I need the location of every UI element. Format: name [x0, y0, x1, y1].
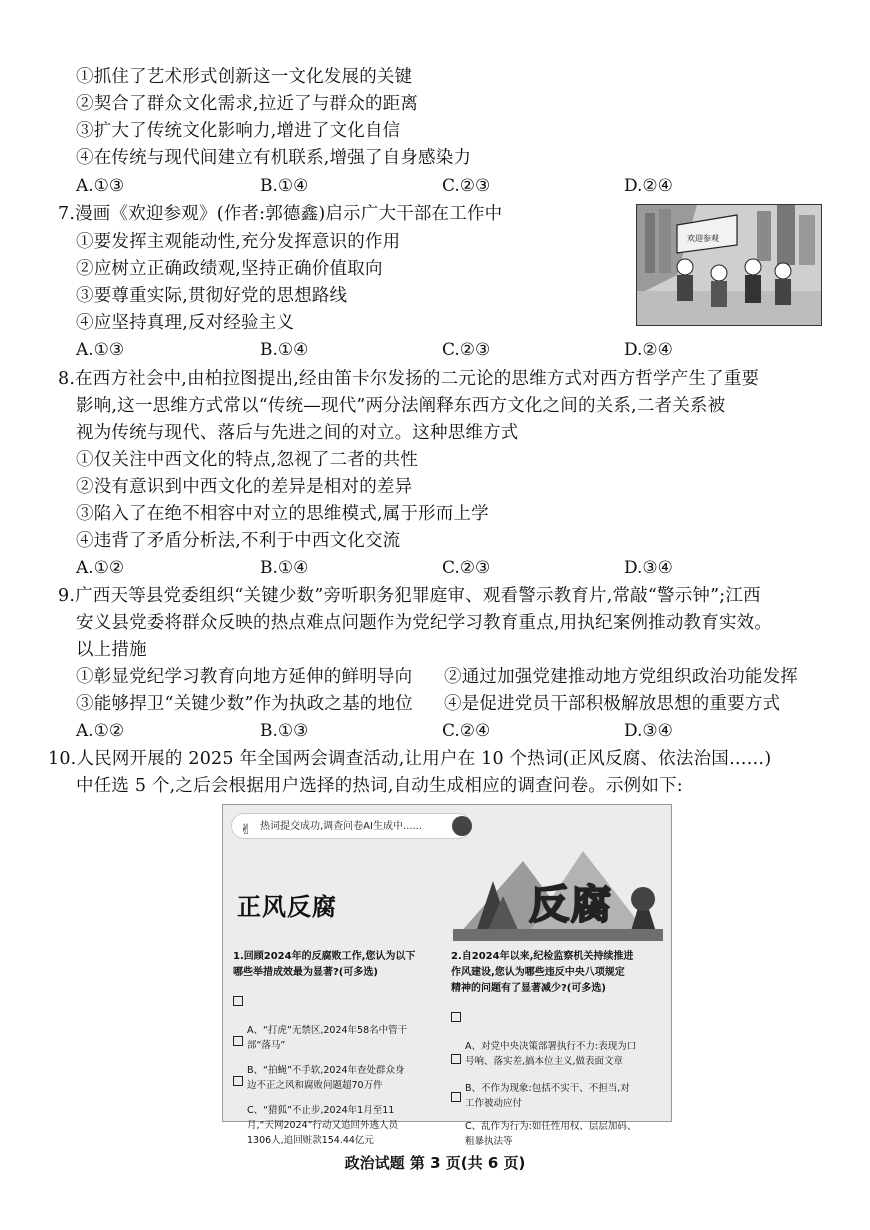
cartoon-sign-text: 欢迎参观 [687, 234, 719, 243]
q7-option-4: ④应坚持真理,反对经验主义 [76, 313, 295, 333]
checkbox-icon[interactable] [451, 1054, 461, 1064]
left-question: 1.回顾2024年的反腐败工作,您认为以下 哪些举措成效最为显著?(可多选) [233, 951, 416, 978]
survey-poster [222, 804, 672, 1147]
q6-choice-c: C.②③ [442, 176, 491, 196]
q7-choice-b: B.①④ [260, 340, 309, 360]
q8-stem-line-3: 视为传统与现代、落后与先进之间的对立。这种思维方式 [76, 423, 519, 443]
ai-notification [231, 813, 471, 839]
q8-choice-c: C.②③ [442, 558, 491, 578]
q6-option-2: ②契合了群众文化需求,拉近了与群众的距离 [76, 94, 419, 114]
right-option-b[interactable]: B、不作为现象:包括不实干、不担当,对 工作被动应付 [451, 1051, 630, 1126]
checkbox-icon[interactable] [233, 1076, 243, 1086]
q9-choice-a: A.①② [76, 721, 125, 741]
left-option-b[interactable]: B、“拍蝇”不手软,2024年查处群众身 边不正之风和腐败问题超70万件 [233, 1033, 405, 1108]
q7-option-2: ②应树立正确政绩观,坚持正确价值取向 [76, 259, 383, 279]
checkbox-icon[interactable] [451, 1092, 461, 1102]
q9-choice-c: C.②④ [442, 721, 491, 741]
poster-big-word: 反腐 [529, 882, 613, 928]
q6-option-3: ③扩大了传统文化影响力,增进了文化自信 [76, 121, 401, 141]
q8-choice-d: D.③④ [624, 558, 673, 578]
q7-choice-a: A.①③ [76, 340, 125, 360]
poster-title: 正风反腐 [237, 893, 337, 921]
q7-stem: 7.漫画《欢迎参观》(作者:郭德鑫)启示广大干部在工作中 [58, 204, 503, 224]
q6-option-4: ④在传统与现代间建立有机联系,增强了自身感染力 [76, 148, 472, 168]
q6-option-1: ①抓住了艺术形式创新这一文化发展的关键 [76, 67, 413, 87]
q9-stem-line-1: 9.广西天等县党委组织“关键少数”旁听职务犯罪庭审、观看警示教育片,常敲“警示钟”;江西 [58, 586, 761, 606]
cartoon-welcome-visit [636, 204, 822, 326]
q7-option-1: ①要发挥主观能动性,充分发挥意识的作用 [76, 232, 401, 252]
q8-option-2: ②没有意识到中西文化的差异是相对的差异 [76, 477, 413, 497]
q9-stem-line-3: 以上措施 [76, 640, 147, 660]
victory-hand-icon: ✌ [240, 822, 252, 838]
q8-option-3: ③陷入了在绝不相容中对立的思维模式,属于形而上学 [76, 504, 489, 524]
q8-stem-line-1: 8.在西方社会中,由柏拉图提出,经由笛卡尔发扬的二元论的思维方式对西方哲学产生了重要 [58, 369, 760, 389]
q7-choice-d: D.②④ [624, 340, 673, 360]
left-question-block [233, 949, 443, 1146]
left-option-a[interactable]: A、“打虎”无禁区,2024年58名中管干 部“落马” [233, 993, 407, 1068]
right-option-c[interactable]: C、乱作为行为:如任性用权、层层加码、 粗暴执法等 [451, 1089, 636, 1164]
q6-choice-a: A.①③ [76, 176, 125, 196]
q9-option-2: ②通过加强党建推动地方党组织政治功能发挥 [444, 667, 798, 687]
avatar [452, 816, 472, 836]
q10-stem-line-2: 中任选 5 个,之后会根据用户选择的热词,自动生成相应的调查问卷。示例如下: [76, 776, 683, 796]
right-question-block [451, 949, 665, 1147]
q9-choice-b: B.①③ [260, 721, 309, 741]
q10-stem-line-1: 10.人民网开展的 2025 年全国两会调查活动,让用户在 10 个热词(正风反腐、依法治国……) [48, 749, 772, 769]
notification-text: 热词提交成功,调查问卷AI生成中...... [260, 821, 423, 832]
right-question: 2.自2024年以来,纪检监察机关持续推进 作风建设,您认为哪些违反中央八项规定 精神的问题有了显著减少?(可多选) [451, 951, 634, 994]
q9-choice-d: D.③④ [624, 721, 673, 741]
q6-choice-b: B.①④ [260, 176, 309, 196]
q8-option-1: ①仅关注中西文化的特点,忽视了二者的共性 [76, 450, 419, 470]
q6-choice-d: D.②④ [624, 176, 673, 196]
q8-choice-b: B.①④ [260, 558, 309, 578]
checkbox-icon[interactable] [233, 996, 243, 1006]
q8-option-4: ④违背了矛盾分析法,不利于中西文化交流 [76, 531, 401, 551]
checkbox-icon[interactable] [451, 1012, 461, 1022]
q9-option-1: ①彰显党纪学习教育向地方延伸的鲜明导向 [76, 667, 413, 687]
checkbox-icon[interactable] [233, 1036, 243, 1046]
q9-option-3: ③能够捍卫“关键少数”作为执政之基的地位 [76, 694, 413, 714]
q8-stem-line-2: 影响,这一思维方式常以“传统—现代”两分法阐释东西方文化之间的关系,二者关系被 [76, 396, 726, 416]
page-footer: 政治试题 第 3 页(共 6 页) [344, 1154, 526, 1172]
right-option-a[interactable]: A、对党中央决策部署执行不力:表现为口 号响、落实差,搞本位主义,做表面文章 [451, 1009, 636, 1084]
q7-choice-c: C.②③ [442, 340, 491, 360]
q9-option-4: ④是促进党员干部积极解放思想的重要方式 [444, 694, 781, 714]
q8-choice-a: A.①② [76, 558, 125, 578]
q7-option-3: ③要尊重实际,贯彻好党的思想路线 [76, 286, 348, 306]
left-option-c[interactable]: C、“猎狐”不止步,2024年1月至11 月,“天网2024”行动又追回外逃人员 1306人,追回赃款154.44亿元 [233, 1073, 398, 1163]
q9-stem-line-2: 安义县党委将群众反映的热点难点问题作为党纪学习教育重点,用执纪案例推动教育实效。 [76, 613, 773, 633]
